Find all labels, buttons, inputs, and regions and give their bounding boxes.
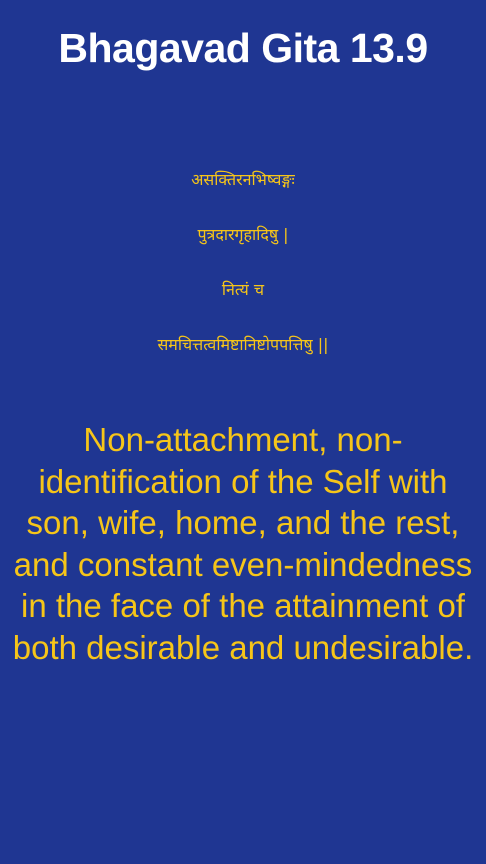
sanskrit-line-2: पुत्रदारगृहादिषु | <box>197 225 289 244</box>
sanskrit-line-4: समचित्तत्वमिष्टानिष्टोपपत्तिषु || <box>157 335 329 354</box>
english-translation: Non-attachment, non-identification of the Self with son, wife, home, and the rest, and constant even-mindedness in the face of the attainment of both desirable and undesirable. <box>12 421 474 666</box>
sanskrit-line-1: असक्तिरनभिष्वङ्गः <box>191 170 295 189</box>
verse-title: Bhagavad Gita 13.9 <box>58 25 428 71</box>
sanskrit-verse <box>0 152 486 372</box>
sanskrit-line-3: नित्यं च <box>221 280 265 299</box>
